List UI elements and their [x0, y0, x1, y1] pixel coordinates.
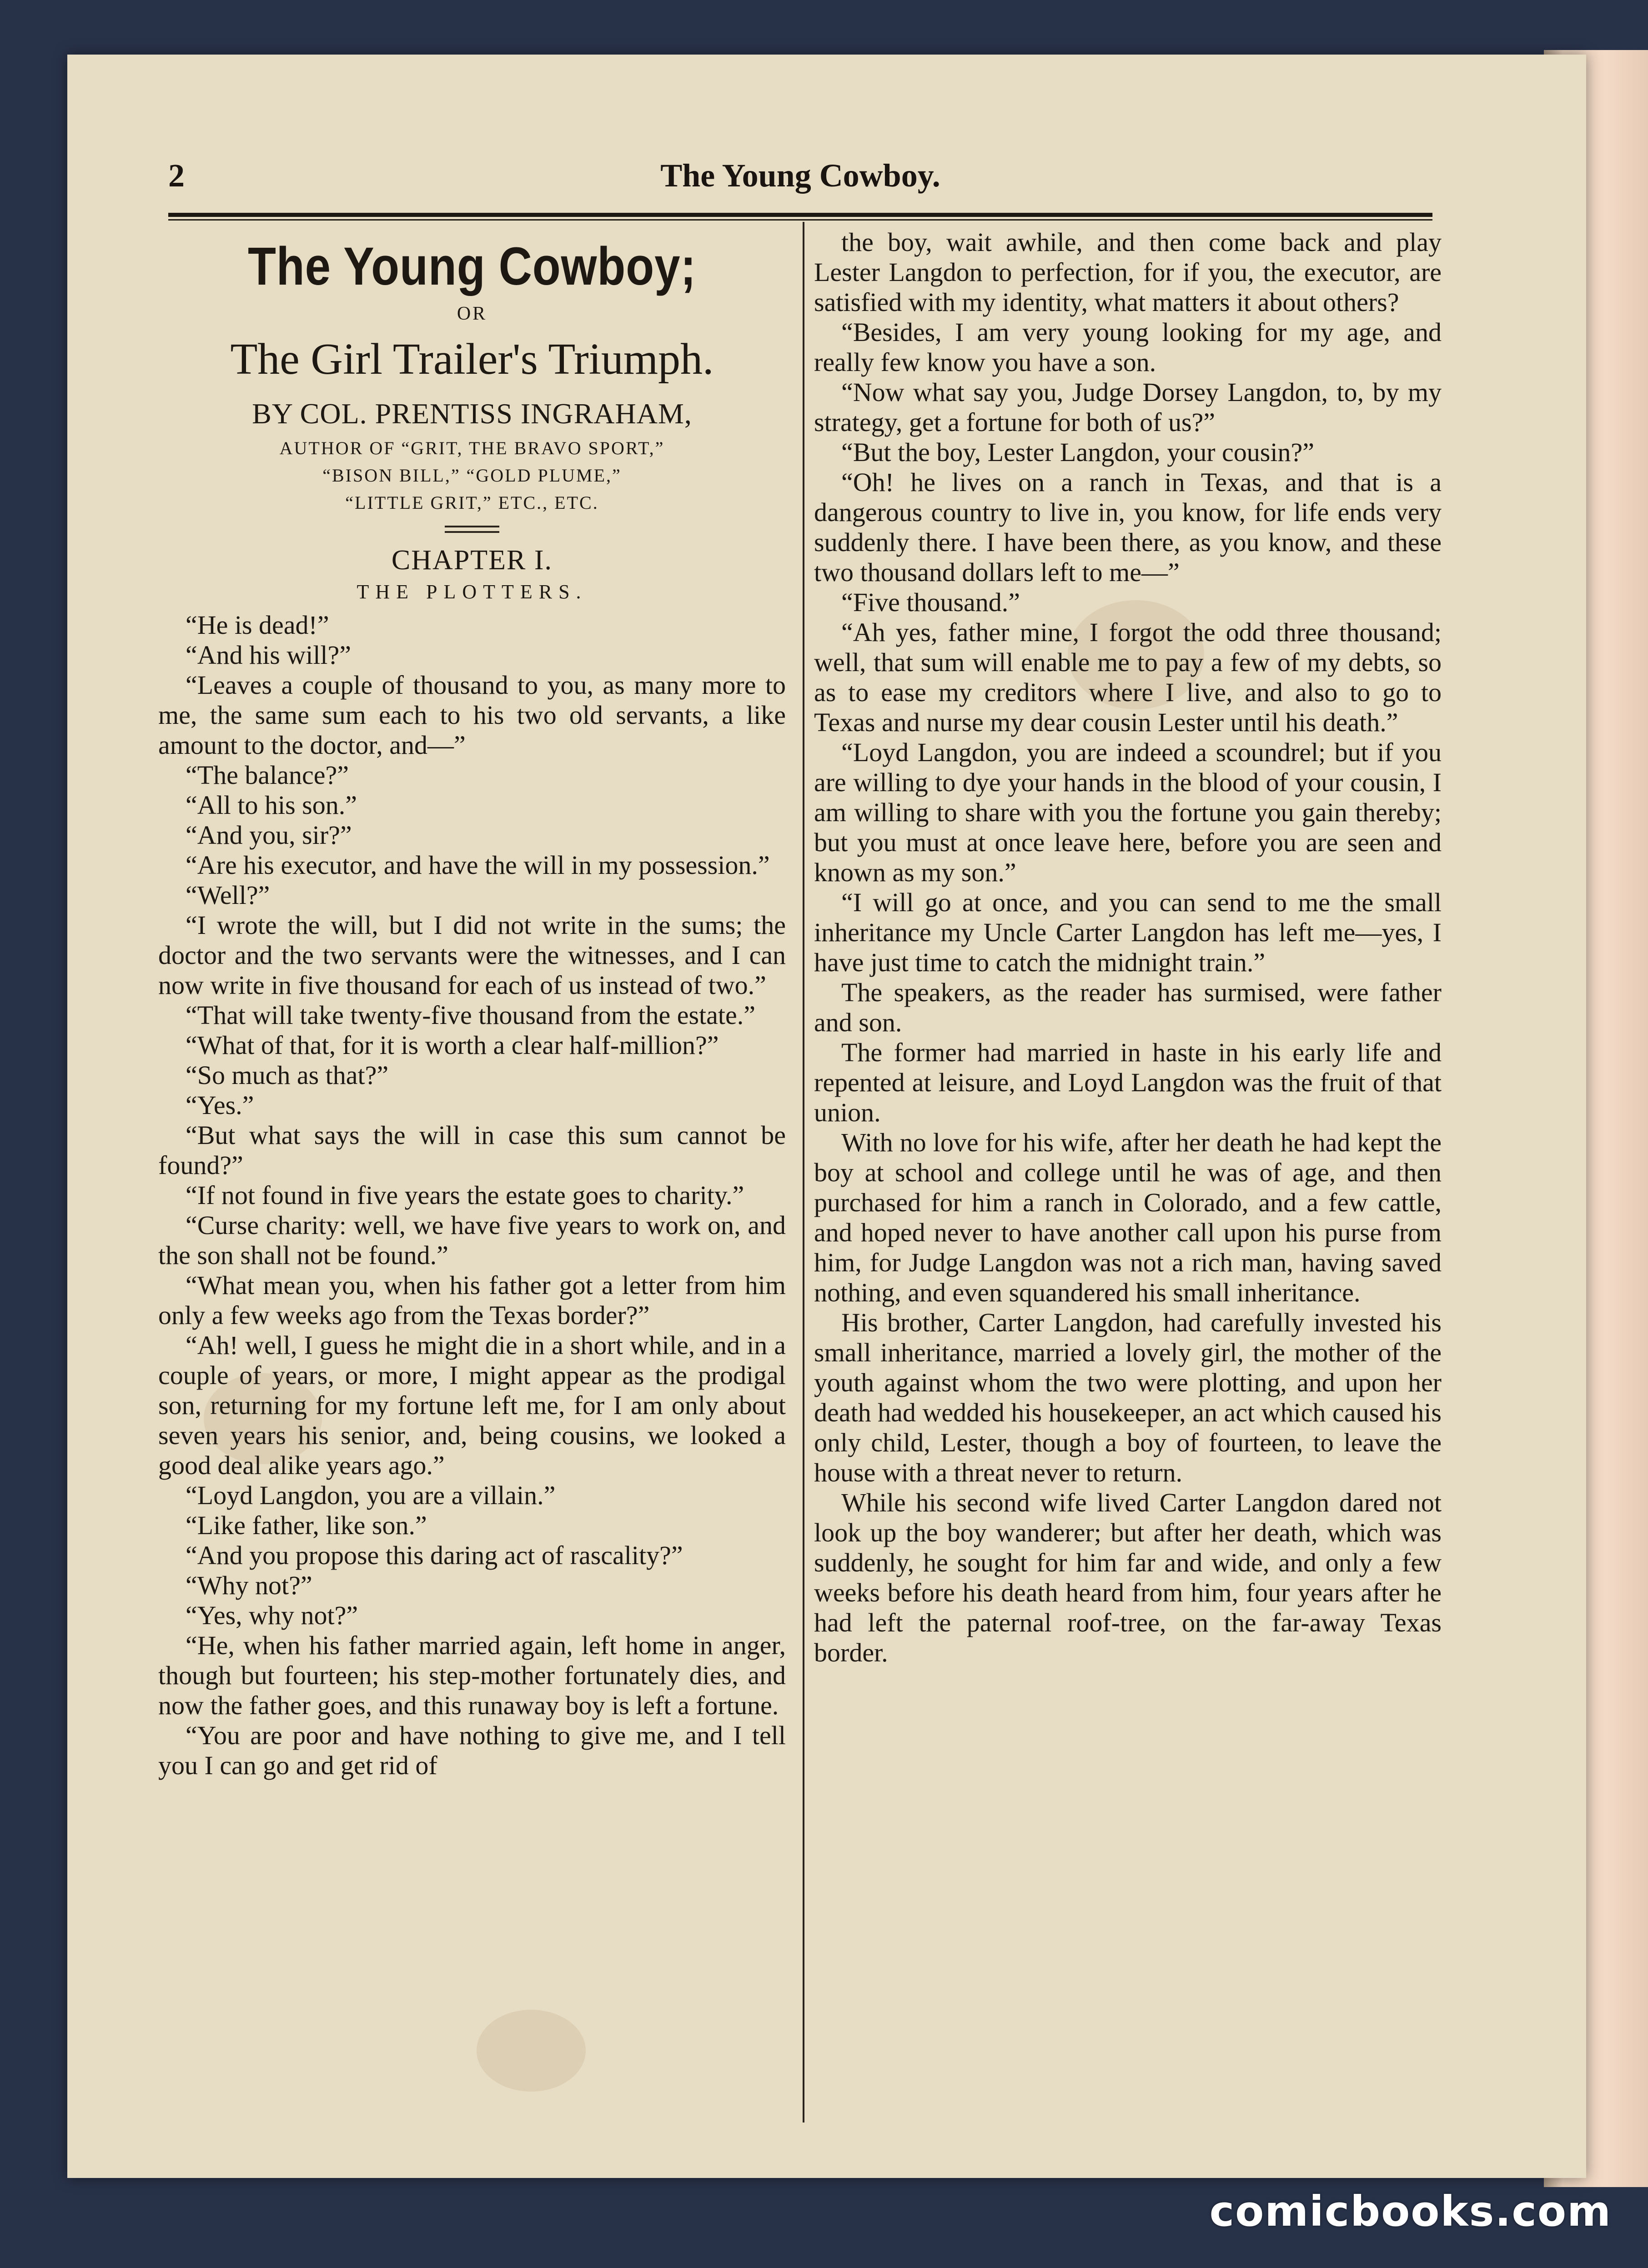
paragraph: “Are his executor, and have the will in my possession.”	[186, 850, 770, 880]
paragraph: The former had married in haste in his early life and repented at leisure, and Loyd Langdon was the fruit of that union.	[814, 1038, 1442, 1127]
paragraph: “Five thousand.”	[841, 587, 1020, 617]
running-head-title: The Young Cowboy.	[660, 157, 940, 194]
page-number: 2	[168, 157, 185, 194]
author-credit-line: AUTHOR OF “GRIT, THE BRAVO SPORT,”	[279, 438, 665, 458]
paragraph: “Besides, I am very young looking for my age, and really few know you have a son.	[814, 317, 1442, 377]
left-column	[158, 227, 786, 1781]
paragraph: “And you, sir?”	[186, 820, 352, 850]
header-rule	[168, 213, 1432, 221]
paragraph: “Loyd Langdon, you are indeed a scoundrel; but if you are willing to dye your hands in the blood of your cousin, I am willing to share with you the fortune you gain thereby; but you must at once leave here, before you are seen and known as my son.”	[814, 738, 1442, 887]
paragraph: “Ah yes, father mine, I forgot the odd three thousand; well, that sum will enable me to pay a few of my debts, so as to ease my creditors where I live, and also to go to Texas and nurse my dear cousin Lester until his death.”	[814, 617, 1442, 737]
paragraph: “If not found in five years the estate goes to charity.”	[186, 1180, 744, 1210]
or-separator: OR	[457, 303, 487, 324]
author-credits	[158, 435, 786, 517]
paragraph: “That will take twenty-five thousand from the estate.”	[186, 1000, 756, 1030]
paragraph: “Well?”	[186, 880, 270, 910]
right-body-text	[814, 227, 1442, 1668]
paragraph: “Yes, why not?”	[186, 1601, 358, 1630]
paragraph: While his second wife lived Carter Langdon dared not look up the boy wanderer; but after her death, which was suddenly, he sought for him far and wide, and only a few weeks before his death heard from him, four years after he had left the paternal roof-tree, on the far-away Texas border.	[814, 1488, 1442, 1667]
paragraph: “I wrote the will, but I did not write in the sums; the doctor and the two servants were the witnesses, and I can now write in five thousand for each of us instead of two.”	[158, 910, 786, 1000]
paragraph: “He, when his father married again, left home in anger, though but fourteen; his step-mother fortunately dies, and now the father goes, and this runaway boy is left a fortune.	[158, 1631, 786, 1720]
paragraph: “Curse charity: well, we have five years to work on, and the son shall not be found.”	[158, 1210, 786, 1270]
story-title: The Young Cowboy;	[247, 236, 697, 296]
left-body-text	[158, 610, 786, 1781]
paragraph: “So much as that?”	[186, 1060, 389, 1090]
paragraph: the boy, wait awhile, and then come back and play Lester Langdon to perfection, for if you, the executor, are satisfied with my identity, what matters it about others?	[814, 227, 1442, 317]
running-head	[168, 157, 1432, 207]
paragraph: His brother, Carter Langdon, had carefully invested his small inheritance, married a lovely girl, the mother of the youth against whom the two were plotting, and upon her death had wedded his housekeeper, an act which caused his only child, Lester, though a boy of fourteen, to leave the house with a threat never to return.	[814, 1308, 1442, 1487]
paragraph: “Ah! well, I guess he might die in a short while, and in a couple of years, or more, I might appear as the prodigal son, returning for my fortune left me, for I am only about seven years his senior, and, being cousins, we looked a good deal alike years ago.”	[158, 1330, 786, 1480]
paragraph: “Loyd Langdon, you are a villain.”	[186, 1480, 556, 1510]
paragraph: With no love for his wife, after her death he had kept the boy at school and college until he was of age, and then purchased for him a ranch in Colorado, and a few cattle, and hoped never to have another call upon his purse from him, for Judge Langdon was not a rich man, having saved nothing, and even squandered his small inheritance.	[814, 1128, 1442, 1307]
paragraph: “But the boy, Lester Langdon, your cousin?”	[841, 437, 1314, 467]
paragraph: “But what says the will in case this sum cannot be found?”	[158, 1120, 786, 1180]
author-credit-line: “BISON BILL,” “GOLD PLUME,”	[322, 465, 622, 486]
paragraph: “Oh! he lives on a ranch in Texas, and that is a dangerous country to live in, you know, for life ends very suddenly there. I have been there, as you know, and these two thousand dollars left to me—”	[814, 467, 1442, 587]
paragraph: “What mean you, when his father got a letter from him only a few weeks ago from the Texas border?”	[158, 1270, 786, 1330]
paragraph: “What of that, for it is worth a clear half-million?”	[186, 1030, 719, 1060]
paragraph: “Why not?”	[186, 1571, 312, 1600]
chapter-title: THE PLOTTERS.	[357, 581, 588, 603]
paragraph: “He is dead!”	[186, 610, 329, 640]
paragraph: “I will go at once, and you can send to me the small inheritance my Uncle Carter Langdon has left me—yes, I have just time to catch the midnight train.”	[814, 888, 1442, 977]
watermark: comicbooks.com	[1209, 2187, 1612, 2236]
author-credit-line: “LITTLE GRIT,” ETC., ETC.	[345, 492, 599, 513]
column-divider	[803, 222, 804, 2122]
paragraph: The speakers, as the reader has surmised, were father and son.	[814, 978, 1442, 1037]
chapter-heading: CHAPTER I.	[391, 545, 553, 576]
paragraph: “Now what say you, Judge Dorsey Langdon, to, by my strategy, get a fortune for both of us?”	[814, 377, 1442, 437]
story-subtitle: The Girl Trailer's Triumph.	[230, 335, 714, 384]
paragraph: “All to his son.”	[186, 790, 357, 820]
paragraph: “The balance?”	[186, 760, 349, 790]
byline: BY COL. PRENTISS INGRAHAM,	[252, 397, 692, 430]
right-column	[814, 227, 1442, 1668]
paragraph: “And his will?”	[186, 640, 352, 670]
paragraph: “Leaves a couple of thousand to you, as many more to me, the same sum each to his two old servants, a like amount to the doctor, and—”	[158, 670, 786, 760]
paragraph: “You are poor and have nothing to give me, and I tell you I can go and get rid of	[158, 1721, 786, 1780]
title-rule	[445, 526, 499, 533]
paragraph: “Yes.”	[186, 1090, 254, 1120]
paragraph: “Like father, like son.”	[186, 1510, 427, 1540]
paragraph: “And you propose this daring act of rascality?”	[186, 1540, 683, 1570]
